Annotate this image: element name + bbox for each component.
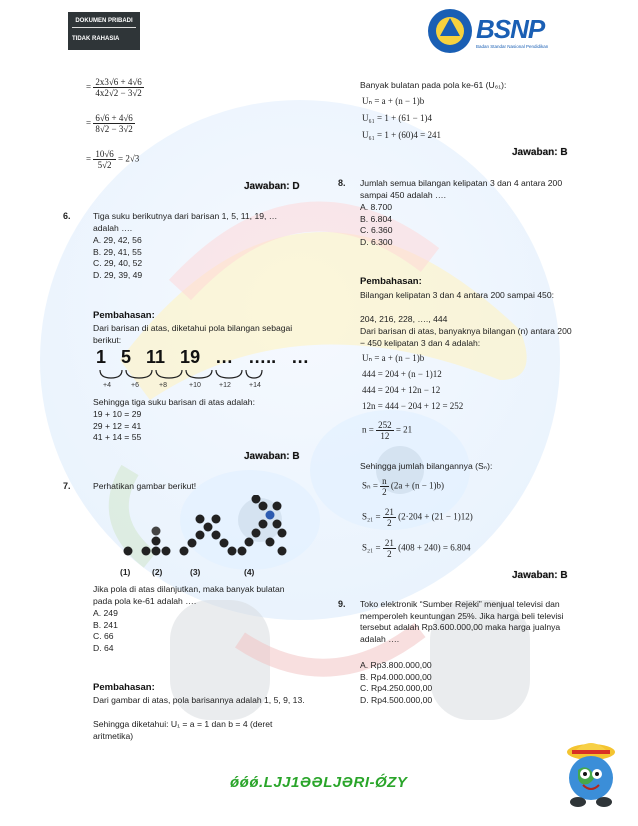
diff-1: +4	[103, 382, 111, 389]
line-3: 41 + 14 = 55	[93, 432, 142, 443]
eq3-denominator: 5√2	[97, 160, 112, 170]
question-7-number: 7.	[63, 481, 71, 491]
q8-s2-denominator: 2	[387, 518, 392, 528]
q8-s2-numerator: 21	[384, 507, 394, 517]
q8-s3-rhs: (408 + 240) = 6.804	[398, 542, 471, 553]
pembahasan-heading-8: Pembahasan:	[360, 276, 422, 287]
question-7-question: Jika pola di atas dilanjutkan, maka banyak bulatan pada pola ke-61 adalah ….	[93, 584, 285, 606]
q8-sum-text: Sehingga jumlah bilangannya (Sₙ):	[360, 461, 493, 471]
q8-s1-numerator: n	[382, 476, 387, 486]
q8-eq-4: 12n = 444 − 204 + 12 = 252	[362, 401, 464, 411]
option-b: B. 29, 41, 55	[93, 246, 142, 257]
option-c: C. 6.360	[360, 225, 393, 236]
question-8-number: 8.	[338, 178, 346, 188]
eq3-numerator: 10√6	[95, 149, 114, 159]
eq3-result: = 2√3	[118, 153, 140, 164]
option-a: A. 29, 42, 56	[93, 235, 142, 245]
q8-n-denominator: 12	[380, 431, 390, 441]
pembahasan-text-8: Bilangan kelipatan 3 dan 4 antara 200 sampai 450:	[360, 290, 554, 300]
q8-s3-numerator: 21	[384, 538, 394, 548]
option-a: A. 249	[93, 608, 118, 618]
option-c: C. 29, 40, 52	[93, 258, 143, 269]
question-7-text: Perhatikan gambar berikut!	[93, 481, 197, 491]
q8-s1-rhs: (2a + (n − 1)b)	[390, 480, 445, 491]
q8-s1-denominator: 2	[382, 487, 387, 497]
question-9-text: Toko elektronik “Sumber Rejeki” menjual televisi dan memperoleh keuntungan 25%. Jika harga beli televisi tersebut adalah Rp3.600.000,00 maka harga jualnya adalah ….	[360, 599, 564, 644]
q8-eq-2: 444 = 204 + (n − 1)12	[362, 369, 442, 379]
question-6-text: Tiga suku berikutnya dari barisan 1, 5, 11, 19, … adalah ….	[93, 211, 278, 233]
equation-3: = $\frac{10√6}{5√2}$ = 2√3	[86, 149, 140, 170]
pembahasan-text-7: Dari gambar di atas, pola barisannya adalah 1, 5, 9, 13.	[93, 695, 305, 705]
line-2: 29 + 12 = 41	[93, 420, 142, 431]
right-intro: Banyak bulatan pada pola ke-61 (U₆₁):	[360, 80, 507, 90]
q8-n-result: = 21	[395, 424, 413, 435]
option-b: B. Rp4.000.000,00	[360, 671, 432, 682]
option-a: A. Rp3.800.000,00	[360, 660, 432, 670]
q8-n-equation	[362, 420, 412, 441]
diff-4: +10	[189, 382, 201, 389]
diff-3: +8	[159, 382, 167, 389]
option-d: D. Rp4.500.000,00	[360, 694, 433, 705]
pembahasan-heading-7: Pembahasan:	[93, 682, 155, 693]
option-d: D. 6.300	[360, 236, 393, 247]
sequence-conclusion: Sehingga tiga suku barisan di atas adalah:	[93, 397, 255, 407]
question-9-options	[360, 660, 432, 706]
footer-brand: ǿǿǿ.LJJ1ƏƏLJƏRI-ǾZY	[230, 774, 408, 791]
pembahasan-known-7: Sehingga diketahui: U₁ = a = 1 dan b = 4 (deret aritmetika)	[93, 719, 273, 741]
option-b: B. 6.804	[360, 213, 393, 224]
sequence-lines	[93, 409, 141, 444]
q8-equations	[362, 350, 463, 414]
right-eq-3: U₆₁ = 1 + (60)4 = 241	[362, 130, 441, 140]
equation-1: = $\frac{2x3√6 + 4√6}{4x2√2 - 3√2}$	[86, 77, 142, 98]
option-d: D. 29, 39, 49	[93, 269, 143, 280]
q8-n-numerator: 252	[378, 420, 392, 430]
question-8-options	[360, 202, 393, 248]
mascot-globe-icon	[558, 738, 624, 810]
eq1-denominator: 4x2√2 − 3√2	[95, 88, 142, 98]
q8-sum-eq-3	[362, 538, 471, 559]
right-eq-1: Uₙ = a + (n − 1)b	[362, 96, 425, 106]
right-equations	[362, 93, 441, 144]
q8-s3-lhs: S₂₁ =	[362, 542, 381, 553]
line-1: 19 + 10 = 29	[93, 409, 142, 419]
answer-label-2: Jawaban: B	[244, 451, 300, 462]
option-c: C. Rp4.250.000,00	[360, 683, 433, 694]
diff-5: +12	[219, 382, 231, 389]
q8-eq-1: Uₙ = a + (n − 1)b	[362, 353, 425, 363]
doc-label-line1: DOKUMEN PRIBADI	[72, 18, 136, 28]
pembahasan-heading-6: Pembahasan:	[93, 310, 155, 321]
eq2-numerator: 6√6 + 4√6	[95, 113, 133, 123]
brand-subtitle: Badan Standar Nasional Pendidikan	[476, 44, 549, 49]
option-b: B. 241	[93, 619, 118, 630]
q8-eq-3: 444 = 204 + 12n − 12	[362, 385, 441, 395]
equation-2: = $\frac{6√6 + 4√6}{8√2 - 3√2}$	[86, 113, 133, 134]
figure-label-4: (4)	[244, 567, 255, 577]
answer-label-3: Jawaban: B	[512, 147, 568, 158]
answer-label-4: Jawaban: B	[512, 570, 568, 581]
q8-s2-rhs: (2·204 + (21 − 1)12)	[398, 511, 473, 522]
diff-2: +6	[131, 382, 139, 389]
option-a: A. 8.700	[360, 202, 393, 212]
eq1-numerator: 2x3√6 + 4√6	[95, 77, 142, 87]
pembahasan-text2-8: Dari barisan di atas, banyaknya bilangan (n) antara 200 − 450 kelipatan 3 dan 4 adalah:	[360, 326, 572, 348]
q8-s1-lhs: Sₙ =	[362, 480, 378, 491]
figure-label-2: (2)	[152, 567, 163, 577]
question-6-options	[93, 235, 142, 281]
q8-sum-eq-1	[362, 476, 444, 497]
brand-name: BSNP	[476, 14, 545, 44]
question-9-number: 9.	[338, 599, 346, 609]
document-label	[68, 12, 140, 50]
dot-pattern-figure	[118, 495, 288, 559]
sequence-display: 1 5 11 19 … ….. …	[96, 347, 310, 367]
question-8-text: Jumlah semua bilangan kelipatan 3 dan 4 antara 200 sampai 450 adalah ….	[360, 178, 563, 200]
option-d: D. 64	[93, 642, 114, 653]
q8-sum-eq-2	[362, 507, 473, 528]
sequence-braces-icon	[96, 368, 266, 382]
right-eq-2: U₆₁ = 1 + (61 − 1)4	[362, 113, 432, 123]
answer-label-1: Jawaban: D	[244, 181, 300, 192]
question-6-number: 6.	[63, 211, 71, 221]
q8-n-lhs: n =	[362, 424, 374, 435]
pembahasan-text-6: Dari barisan di atas, diketahui pola bilangan sebagai berikut:	[93, 323, 293, 345]
q8-s3-denominator: 2	[387, 549, 392, 559]
diff-6: +14	[249, 382, 261, 389]
pembahasan-sequence-8: 204, 216, 228, …., 444	[360, 314, 448, 324]
figure-label-3: (3)	[190, 567, 201, 577]
question-7-options	[93, 608, 118, 654]
doc-label-line2: TIDAK RAHASIA	[72, 36, 120, 42]
figure-label-1: (1)	[120, 567, 131, 577]
eq2-denominator: 8√2 − 3√2	[95, 124, 133, 134]
q8-s2-lhs: S₂₁ =	[362, 511, 381, 522]
tut-wuri-logo-icon	[425, 6, 475, 56]
option-c: C. 66	[93, 631, 114, 642]
